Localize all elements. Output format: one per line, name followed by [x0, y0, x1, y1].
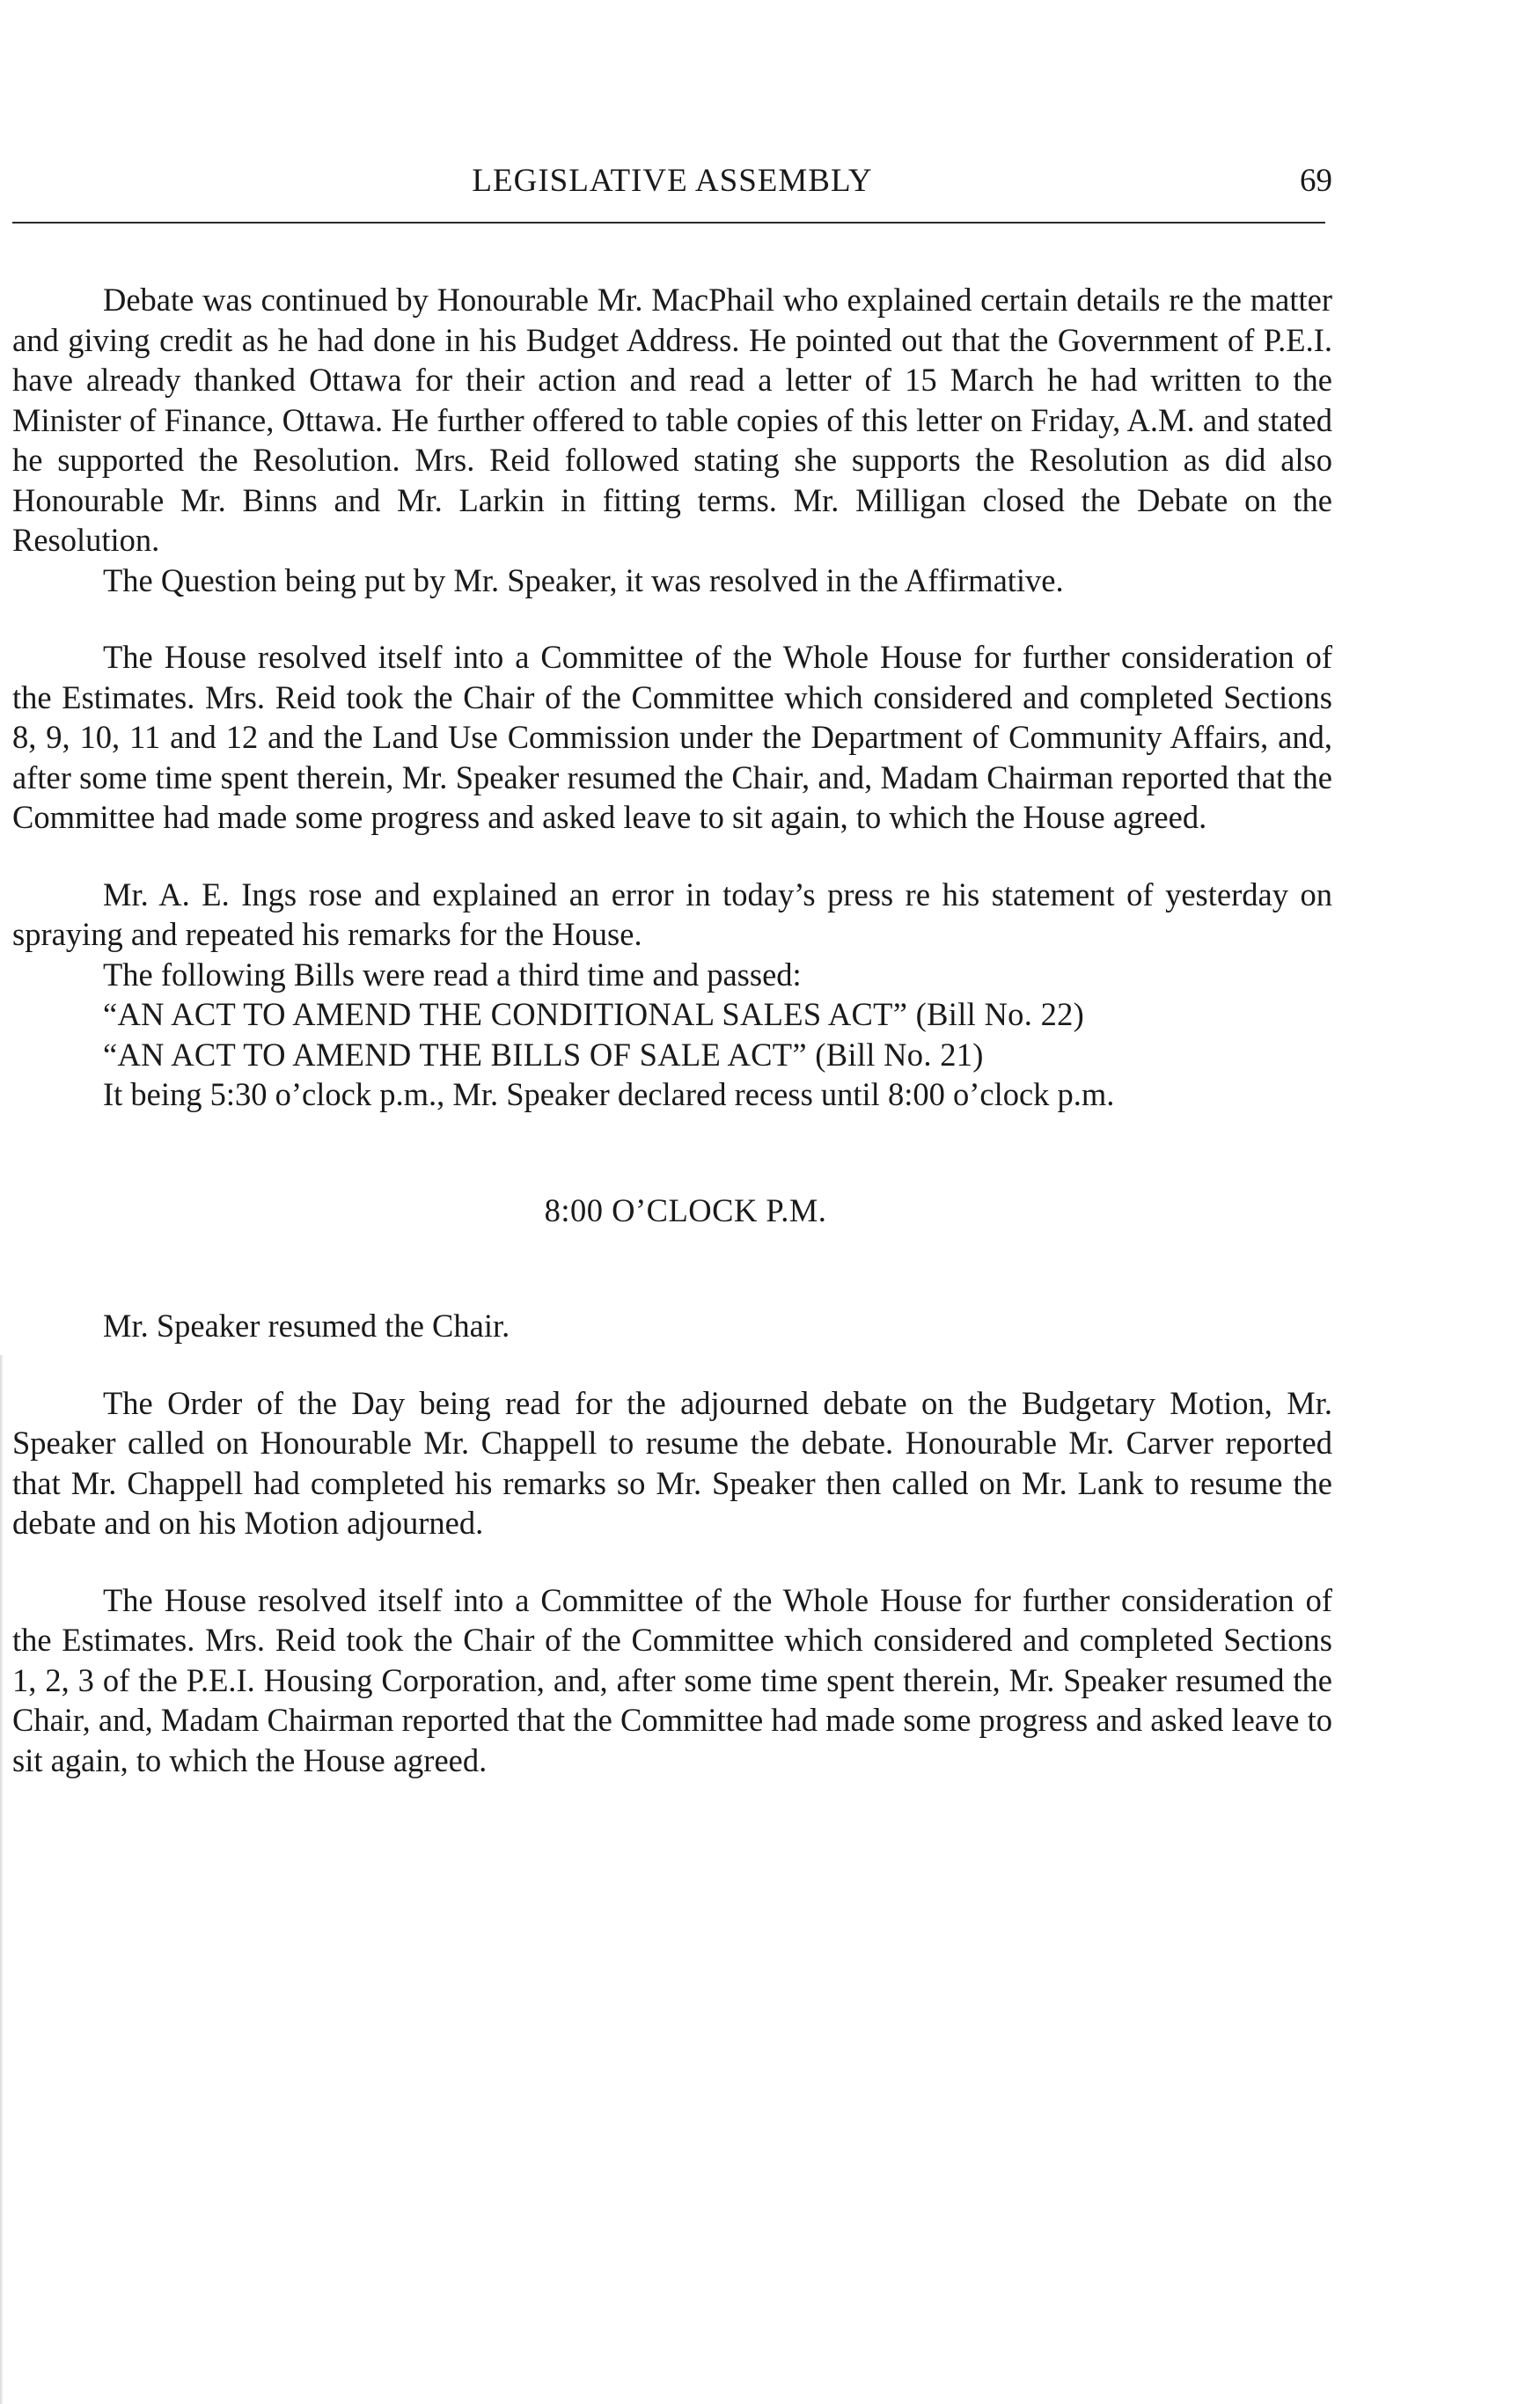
page-number: 69	[1300, 163, 1332, 199]
paragraph-committee-estimates-1: The House resolved itself into a Committee of the Whole House for further consideration of the Estimates. Mrs. Reid took the Chair of the Committee which considered and completed Sections 8, 9, 10, 11 and 12 and the Land Use Commission under the Department of Community Affairs, and, after some time spent therein, Mr. Speaker resumed the Chair, and, Madam Chairman reported that the Committee had made some progress and asked leave to sit again, to which the House agreed.	[12, 639, 1332, 835]
bill-bills-of-sale: “AN ACT TO AMEND THE BILLS OF SALE ACT” (Bill No. 21)	[103, 1036, 984, 1073]
paragraph-committee-estimates-2: The House resolved itself into a Committee of the Whole House for further consideration of the Estimates. Mrs. Reid took the Chair of the Committee which considered and completed Sections 1, 2, 3 of the P.E.I. Housing Corporation, and, after some time spent therein, Mr. Speaker resumed the Chair, and, Madam Chairman reported that the Committee had made some progress and asked leave to sit again, to which the House agreed.	[12, 1581, 1332, 1778]
running-head	[12, 162, 1332, 206]
paragraph-ings-error: Mr. A. E. Ings rose and explained an error in today’s press re his statement of yesterday on spraying and repeated his remarks for the House.	[12, 876, 1332, 952]
paragraph-bills-passed: The following Bills were read a third time and passed:	[103, 956, 802, 993]
page-edge-shadow	[0, 1355, 4, 2404]
header-title: LEGISLATIVE ASSEMBLY	[472, 163, 873, 199]
header-rule	[12, 222, 1325, 224]
paragraph-question-resolved: The Question being put by Mr. Speaker, it was resolved in the Affirmative.	[103, 561, 1064, 598]
bill-conditional-sales: “AN ACT TO AMEND THE CONDITIONAL SALES ACT” (Bill No. 22)	[103, 996, 1085, 1032]
paragraph-budgetary-motion: The Order of the Day being read for the adjourned debate on the Budgetary Motion, Mr. Speaker called on Honourable Mr. Chappell to resume the debate. Honourable Mr. Carver reported that Mr. Chappell had completed his remarks so Mr. Speaker then called on Mr. Lank to resume the debate and on his Motion adjourned.	[12, 1384, 1332, 1541]
time-heading: 8:00 O’CLOCK P.M.	[544, 1191, 827, 1228]
document-body	[12, 280, 1332, 1780]
paragraph-recess: It being 5:30 o’clock p.m., Mr. Speaker declared recess until 8:00 o’clock p.m.	[103, 1076, 1115, 1112]
paragraph-macphail-debate: Debate was continued by Honourable Mr. MacPhail who explained certain details re the matter and giving credit as he had done in his Budget Address. He pointed out that the Government of P.E.I. have already thanked Ottawa for their action and read a letter of 15 March he had written to the Minister of Finance, Ottawa. He further offered to table copies of this letter on Friday, A.M. and stated he supported the Resolution. Mrs. Reid followed stating she supports the Resolution as did also Honourable Mr. Binns and Mr. Larkin in fitting terms. Mr. Milligan closed the Debate on the Resolution.	[12, 282, 1332, 558]
paragraph-speaker-resumed: Mr. Speaker resumed the Chair.	[103, 1308, 510, 1344]
